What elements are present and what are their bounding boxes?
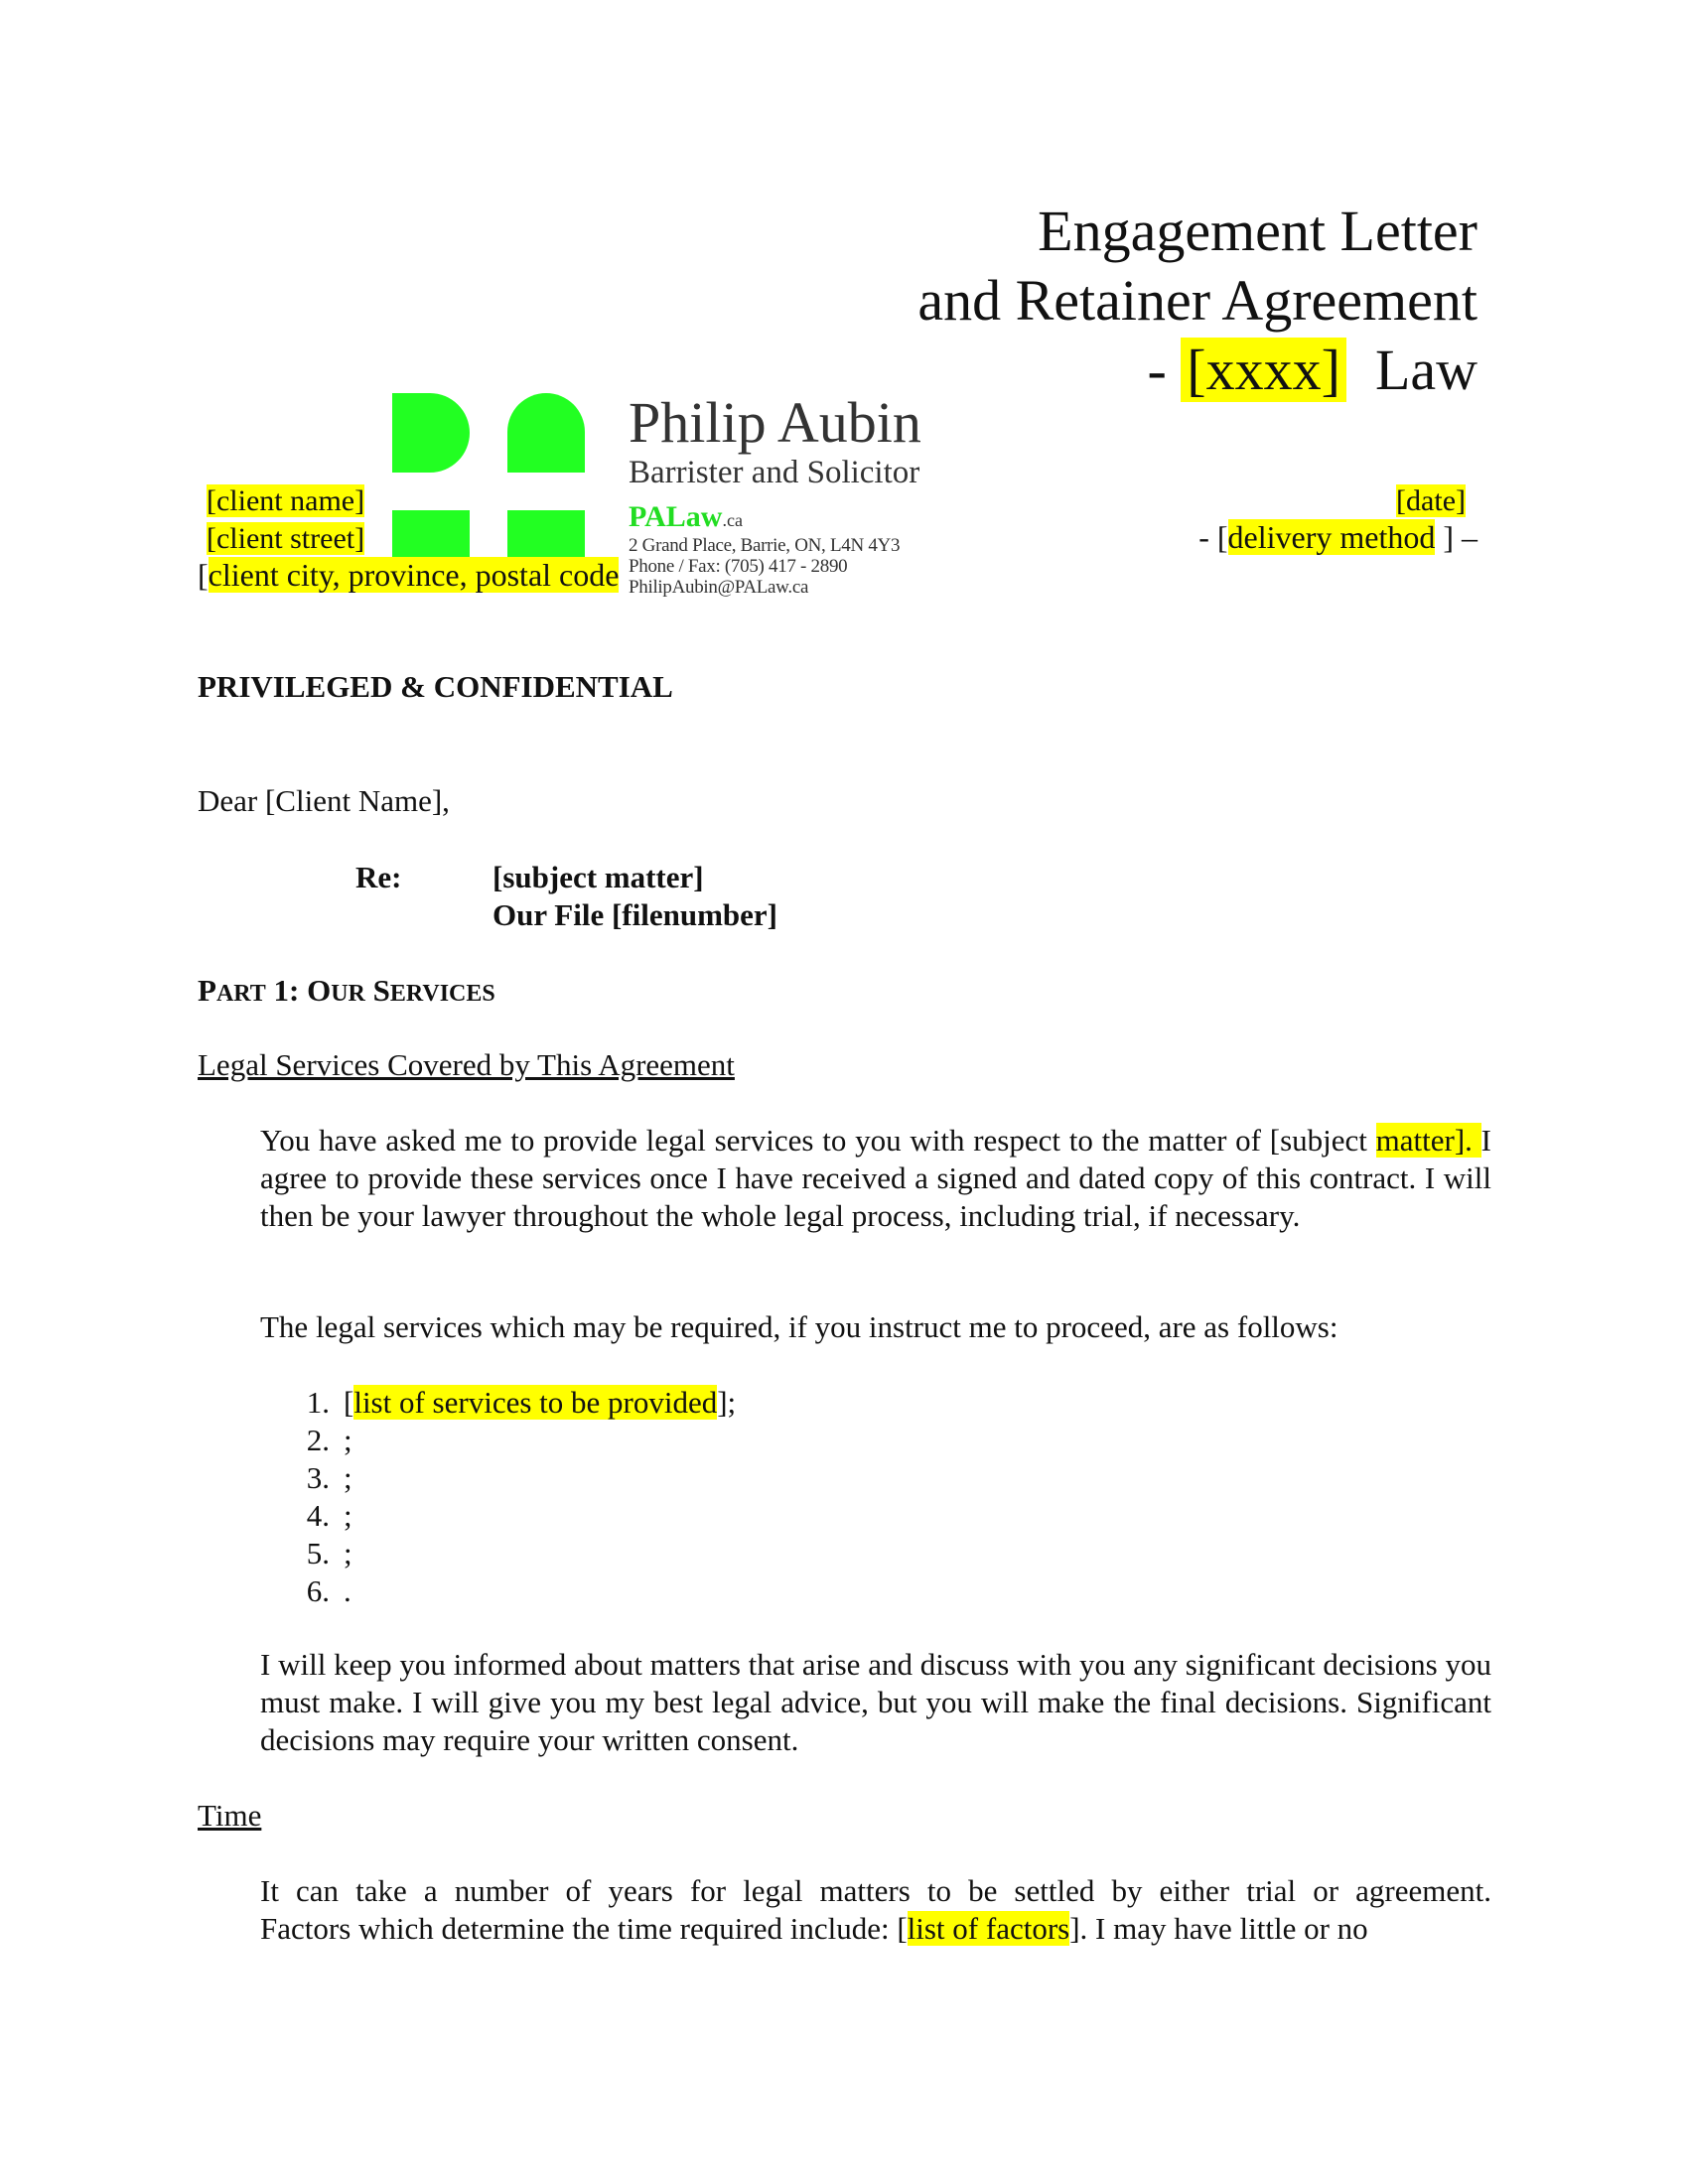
firm-phone: Phone / Fax: (705) 417 - 2890 (629, 556, 848, 577)
part-1-heading: PART 1: OUR SERVICES (198, 973, 495, 1008)
list-item: 3. ; (306, 1460, 352, 1495)
list-item: 2. ; (306, 1423, 352, 1457)
paragraph-time-line-1: It can take a number of years for legal matters to be settled by either trial or agreement. (260, 1873, 1491, 1908)
firm-email: PhilipAubin@PALaw.ca (629, 577, 809, 598)
document-title (917, 197, 1477, 405)
list-item: 5. ; (306, 1536, 352, 1570)
re-subject: [subject matter] (492, 860, 704, 894)
confidential-notice: PRIVILEGED & CONFIDENTIAL (198, 669, 673, 704)
paragraph-time (260, 1872, 1491, 1948)
title-line-1: Engagement Letter (1038, 199, 1477, 263)
logo-arch-shape (507, 393, 585, 473)
services-list (278, 1384, 736, 1610)
paragraph-time-line-2: Factors which determine the time required include: [list of factors]. I may have little or no (260, 1911, 1368, 1946)
logo-d-shape (392, 393, 470, 473)
title-line-2: and Retainer Agreement (917, 268, 1477, 333)
firm-address: 2 Grand Place, Barrie, ON, L4N 4Y3 (629, 535, 901, 556)
re-label: Re: (355, 860, 402, 894)
paragraph-legal-services: You have asked me to provide legal services to you with respect to the matter of [subject matter]. I agree to provide these services once I have received a signed and dated copy of this contract. I will then be your lawyer throughout the whole legal process, including trial, if necessary. (260, 1123, 1491, 1233)
delivery-method: - [delivery method ] – (1198, 519, 1477, 555)
re-file-number: Our File [filenumber] (492, 897, 777, 932)
section-heading-time: Time (198, 1798, 262, 1833)
title-line-3: - [xxxx] Law (1147, 338, 1477, 402)
section-heading-legal-services: Legal Services Covered by This Agreement (198, 1047, 735, 1082)
recipient-city: [client city, province, postal code (198, 557, 620, 593)
recipient-name: [client name] (207, 484, 365, 517)
firm-website: PALaw.ca (629, 500, 743, 533)
list-item: 1. [list of services to be provided]; (306, 1385, 737, 1420)
paragraph-services-intro: The legal services which may be required, if you instruct me to proceed, are as follows: (260, 1309, 1338, 1344)
firm-subtitle: Barrister and Solicitor (629, 455, 920, 490)
letter-date: [date] (1396, 484, 1466, 517)
list-item: 4. ; (306, 1498, 352, 1533)
firm-name: Philip Aubin (629, 390, 921, 455)
salutation: Dear [Client Name], (198, 783, 450, 818)
list-item: 6. . (306, 1573, 352, 1608)
paragraph-decisions: I will keep you informed about matters that arise and discuss with you any significant decisions you must make. I will give you my best legal advice, but you will make the final decisions. Significant decisions may require your written consent. (260, 1647, 1491, 1757)
practice-area-placeholder: [xxxx] (1181, 338, 1346, 402)
recipient-street: [client street] (207, 522, 365, 555)
